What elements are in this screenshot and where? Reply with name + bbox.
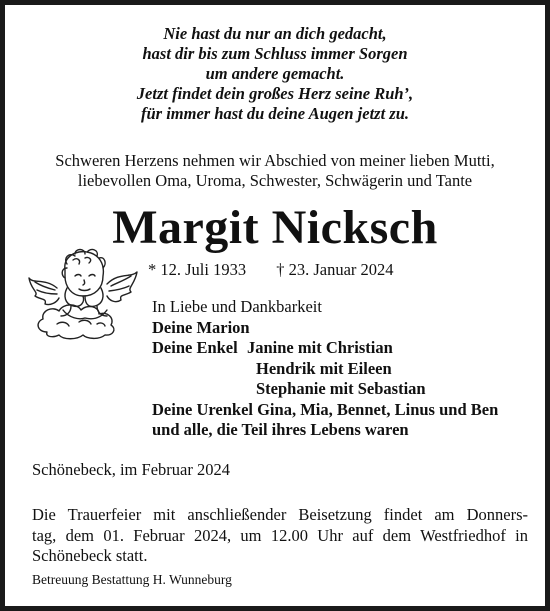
life-dates [148, 260, 394, 280]
farewell-intro [5, 151, 545, 191]
death-date: † 23. Januar 2024 [276, 260, 394, 279]
poem-line: Jetzt findet dein großes Herz seine Ruh’, [136, 84, 414, 103]
poem-line: hast dir bis zum Schluss immer Sorgen [142, 44, 408, 63]
funeral-line: Die Trauerfeier mit anschließender Beisetzung findet am Donners- [32, 505, 528, 524]
undertaker-credit: Betreuung Bestattung H. Wunneburg [32, 572, 232, 587]
funeral-line: tag, dem 01. Februar 2024, um 12.00 Uhr auf dem Westfriedhof in [32, 525, 528, 545]
grandchild-entry: Stephanie mit Sebastian [256, 379, 426, 398]
others-line: und alle, die Teil ihres Lebens waren [152, 420, 409, 439]
daughter-line: Deine Marion [152, 317, 250, 337]
cherub-angel-icon [27, 248, 139, 340]
mourners-list [152, 297, 498, 441]
funeral-info [32, 505, 528, 567]
intro-line: liebevollen Oma, Uroma, Schwester, Schwägerin und Tante [77, 171, 473, 190]
grandchild-entry: Hendrik mit Eileen [256, 358, 392, 378]
great-grandchildren-line: Deine Urenkel Gina, Mia, Bennet, Linus und Ben [152, 399, 499, 419]
grandchildren-label: Deine Enkel [152, 338, 238, 357]
poem-line: Nie hast du nur an dich gedacht, [163, 24, 387, 43]
funeral-line: Schönebeck statt. [32, 546, 148, 565]
poem-line: um andere gemacht. [205, 64, 345, 83]
grandchildren-line [152, 338, 498, 359]
place-date: Schönebeck, im Februar 2024 [32, 460, 230, 479]
poem-line: für immer hast du deine Augen jetzt zu. [140, 104, 410, 123]
grandchild-entry: Janine mit Christian [247, 338, 393, 357]
birth-date: * 12. Juli 1933 [148, 260, 247, 279]
mourners-heading: In Liebe und Dankbarkeit [152, 297, 322, 316]
intro-line: Schweren Herzens nehmen wir Abschied von meiner lieben Mutti, [55, 151, 495, 170]
deceased-name: Margit Nicksch [112, 201, 438, 254]
memorial-poem [5, 24, 545, 124]
